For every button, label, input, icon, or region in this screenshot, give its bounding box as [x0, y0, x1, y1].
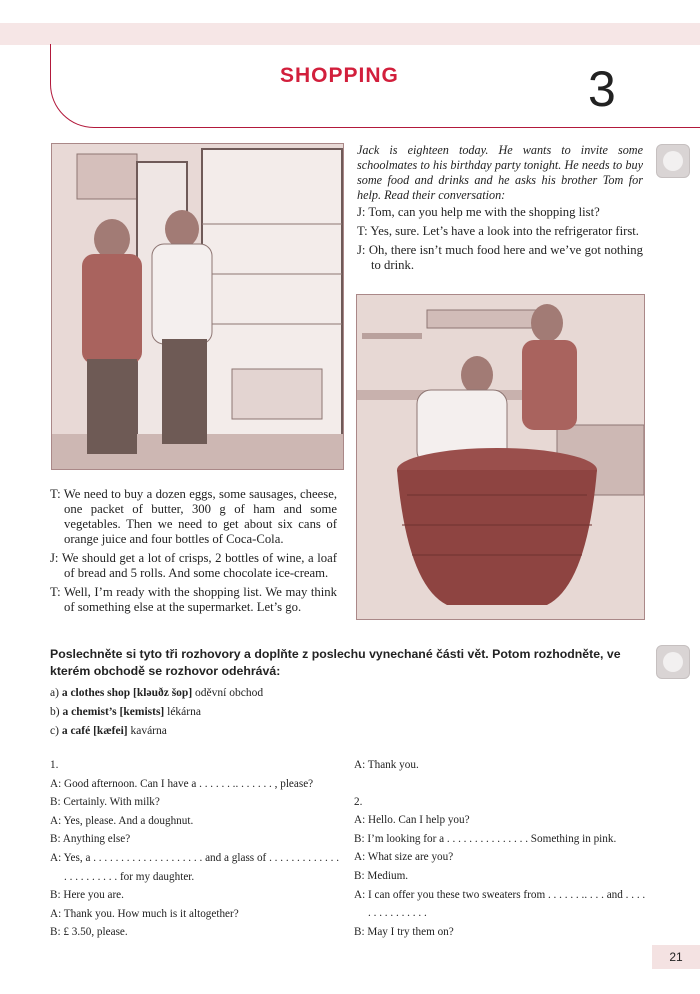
option-c: c) a café [kæfei] kavárna [50, 725, 167, 737]
dialogue-row: A: Good afternoon. Can I have a . . . . . . .. . . . . . . , please? [50, 777, 314, 790]
table-photo [356, 294, 645, 620]
dialogue-row: A: I can offer you these two sweaters from . . . . . . .. . . . and . . . . . . . . . . . . . . . [354, 888, 646, 920]
dialogue-row: B: Medium. [354, 869, 409, 882]
dialogue-top [357, 205, 643, 277]
top-band [0, 23, 700, 45]
page-number: 21 [652, 945, 700, 969]
dialogue-row: A: Hello. Can I help you? [354, 814, 470, 827]
dialogue-row: B: Anything else? [50, 833, 131, 846]
dialogue-row: A: Yes, please. And a doughnut. [50, 814, 194, 827]
fridge-illustration [52, 144, 343, 469]
option-a: a) a clothes shop [kləuðz šop] oděvní obchod [50, 687, 264, 699]
dialogue-line: J: Oh, there isn’t much food here and we’ve got nothing to drink. [357, 243, 643, 272]
dialogue-line: J: We should get a lot of crisps, 2 bottles of wine, a loaf of bread and 5 rolls. And some chocolate ice-cream. [50, 551, 337, 580]
dialogue-row: B: I’m looking for a . . . . . . . . . . . . . . . Something in pink. [354, 832, 617, 845]
right-dialogue-column [354, 756, 646, 941]
dialogue-row: A: Yes, a . . . . . . . . . . . . . . . . . . . . and a glass of . . . . . . . . . . . . . . . . . . . . . . . for my daughter. [50, 851, 339, 883]
dialogue-row: B: Certainly. With milk? [50, 796, 160, 809]
dialogue-row: A: Thank you. [354, 759, 419, 771]
left-dialogue-column [50, 756, 340, 942]
dialogue-line: J: Tom, can you help me with the shopping list? [357, 205, 600, 219]
dialogue-row [354, 775, 646, 793]
audio-icon[interactable] [656, 645, 690, 679]
shop-options [50, 684, 263, 741]
intro-text: Jack is eighteen today. He wants to invite some schoolmates to his birthday party tonight. He needs to buy some food and drinks and he asks his brother Tom for help. Read their conversation: [357, 143, 643, 202]
task-instruction: Poslechněte si tyto tři rozhovory a doplňte z poslechu vynechané části vět. Potom rozhodněte, ve kterém obchodě se rozhovor odehrává: [50, 647, 621, 678]
dialogue-row: B: £ 3.50, please. [50, 926, 128, 939]
dialogue-line: T: Yes, sure. Let’s have a look into the refrigerator first. [357, 224, 639, 238]
fridge-photo [51, 143, 344, 470]
audio-icon[interactable] [656, 144, 690, 178]
dialogue-line: T: Well, I’m ready with the shopping list. We may think of something else at the supermarket. Let’s go. [50, 585, 337, 614]
dialogue-line: T: We need to buy a dozen eggs, some sausages, cheese, one packet of butter, 300 g of ham and some vegetables. Then we need to get about six cans of orange juice and four bottles of Coca-Cola. [50, 487, 337, 546]
option-b: b) a chemist’s [kemists] lékárna [50, 706, 201, 718]
dialogue-row: A: What size are you? [354, 851, 454, 864]
chapter-number: 3 [588, 61, 616, 117]
dialogue-row: 2. [354, 795, 363, 808]
dialogue-bottom [50, 487, 337, 619]
dialogue-row: B: Here you are. [50, 889, 124, 902]
dialogue-row: 1. [50, 759, 59, 771]
table-illustration [357, 295, 644, 619]
page-title: SHOPPING [280, 64, 399, 87]
dialogue-row: B: May I try them on? [354, 925, 454, 938]
dialogue-row: A: Thank you. How much is it altogether? [50, 907, 239, 920]
